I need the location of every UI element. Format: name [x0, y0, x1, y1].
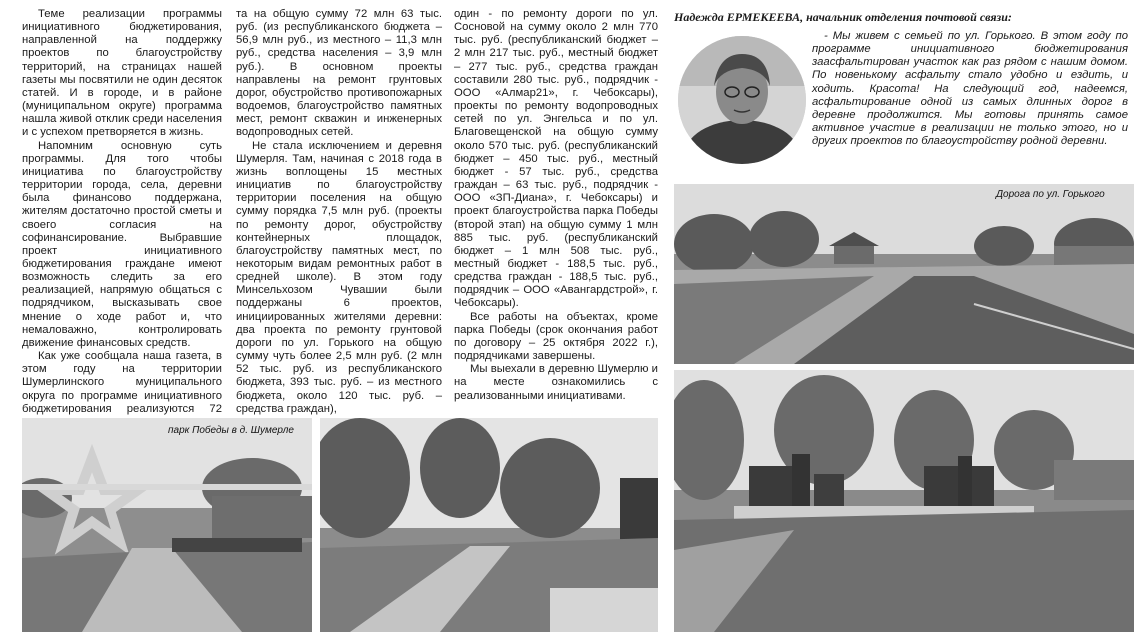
memorial-photo: [674, 370, 1134, 632]
article-paragraph: Как уже сообщала наша газета, в этом году на территории Шумерлинского муниципального округа по программе инициативного бюджетирования реализуются 72: [22, 350, 222, 415]
article-paragraph: Все работы на объектах, кроме парка Победы (срок окончания работ по договору – 25 октября 2022 г.), подрядчиками завершены.: [454, 310, 658, 363]
article-paragraph: Не стала исключением и деревня Шумерля. Там, начиная с 2018 года в жизнь воплощены 15 местных инициатив по благоустройству территории поселения на общую сумму порядка 7,5 млн руб. (проекты по ремонту дорог, обустройству контейнерных площадок, благоустройству памятных мест, по некоторым видам ремонтных работ в средней школе). В этом году Минсельхозом Чувашии были поддержаны 6 проектов, инициированных жителями деревни: два проекта по ремонту грунтовой дороги по ул. Горького на общую сумму чуть более 2,5 млн руб. (2 млн 52 тыс. руб. из республиканского бюджета, 393 тыс. руб. – из местного бюджета, около 120 тыс. руб. – средства граждан),: [236, 139, 442, 415]
park-alley-photo: [320, 418, 658, 632]
star-monument-photo: [22, 418, 312, 632]
article-column-3: [454, 8, 658, 403]
article-column-1: [22, 8, 222, 429]
article-paragraph: один - по ремонту дороги по ул. Сосновой на сумму около 2 млн 770 тыс. руб. (республиканский бюджет – 2 млн 217 тыс. руб., местный бюджет – 277 тыс. руб., средства граждан составили 280 тыс. руб., подрядчик - ООО «Алмар21», г. Чебоксары), проекты по ремонту водопроводных сетей по ул. Энгельса и по ул. Благовещенской на общую сумму около 570 тыс. руб. (республиканский бюджет – 450 тыс. руб., местный бюджет - 57 тыс. руб., средства граждан – 63 тыс. руб., подрядчик - ООО «ЗП-Диана», г. Чебоксары) и проект благоустройства парка Победы (второй этап) на общую сумму 1 млн 885 тыс. руб. (республиканский бюджет – 1 млн 508 тыс. руб., местный бюджет - 188,5 тыс. руб., средства граждан - 188,5 тыс. руб., подрядчик – ООО «Авангардстрой», г. Чебоксары).: [454, 8, 658, 310]
article-paragraph: та на общую сумму 72 млн 63 тыс. руб. (из республиканского бюджета – 56,9 млн руб., из местного – 11,3 млн руб., средства населения – 3,9 млн руб.). В основном проекты направлены на ремонт грунтовых дорог, обустройство противопожарных водоемов, благоустройство памятных мест, ремонт скважин и инженерных водопроводных сетей.: [236, 8, 442, 139]
quote-heading: Надежда ЕРМЕКЕЕВА, начальник отделения почтовой связи:: [674, 10, 1012, 24]
quote-paragraph: - Мы живем с семьей по ул. Горького. В этом году по программе инициативного бюджетирования заасфальтирован участок как раз рядом с нашим домом. По новенькому асфальту стало удобно и ездить, и ходить. Красота! На следующий год, надеемся, асфальтирование одной из самых длинных дорог в деревне продолжится. Мы готовы принять самое активное участие в реализации не только этого, но и других проектов по благоустройству родной деревни.: [812, 30, 1128, 148]
article-paragraph: Напомним основную суть программы. Для того чтобы инициатива по благоустройству территории города, села, деревни была финансово поддержана, жителям достаточно простой сметы и своего согласия на софинансирование. Выбравшие проект инициативного бюджетирования граждане имеют возможность следить за его реализацией, напрямую общаться с подрядчиком, высказывать свое мнение о ходе работ и, что немаловажно, контролировать движение финансовых средств.: [22, 139, 222, 349]
quote-text: [812, 30, 1128, 148]
portrait-photo: [678, 36, 806, 164]
road-photo: [674, 184, 1134, 364]
park-photo-caption: парк Победы в д. Шумерле: [168, 425, 294, 436]
road-photo-caption: Дорога по ул. Горького: [996, 189, 1105, 200]
article-paragraph: Мы выехали в деревню Шумерлю и на месте ознакомились с реализованными инициативами.: [454, 363, 658, 402]
article-paragraph: Теме реализации программы инициативного бюджетирования, направленной на поддержку проектов по благоустройству территорий, на страницах нашей газеты мы посвятили не один десяток статей. И в городе, и в районе (муниципальном округе) программа нашла живой отклик среди населения и с успехом претворяется в жизнь.: [22, 8, 222, 139]
article-column-2: [236, 8, 442, 416]
